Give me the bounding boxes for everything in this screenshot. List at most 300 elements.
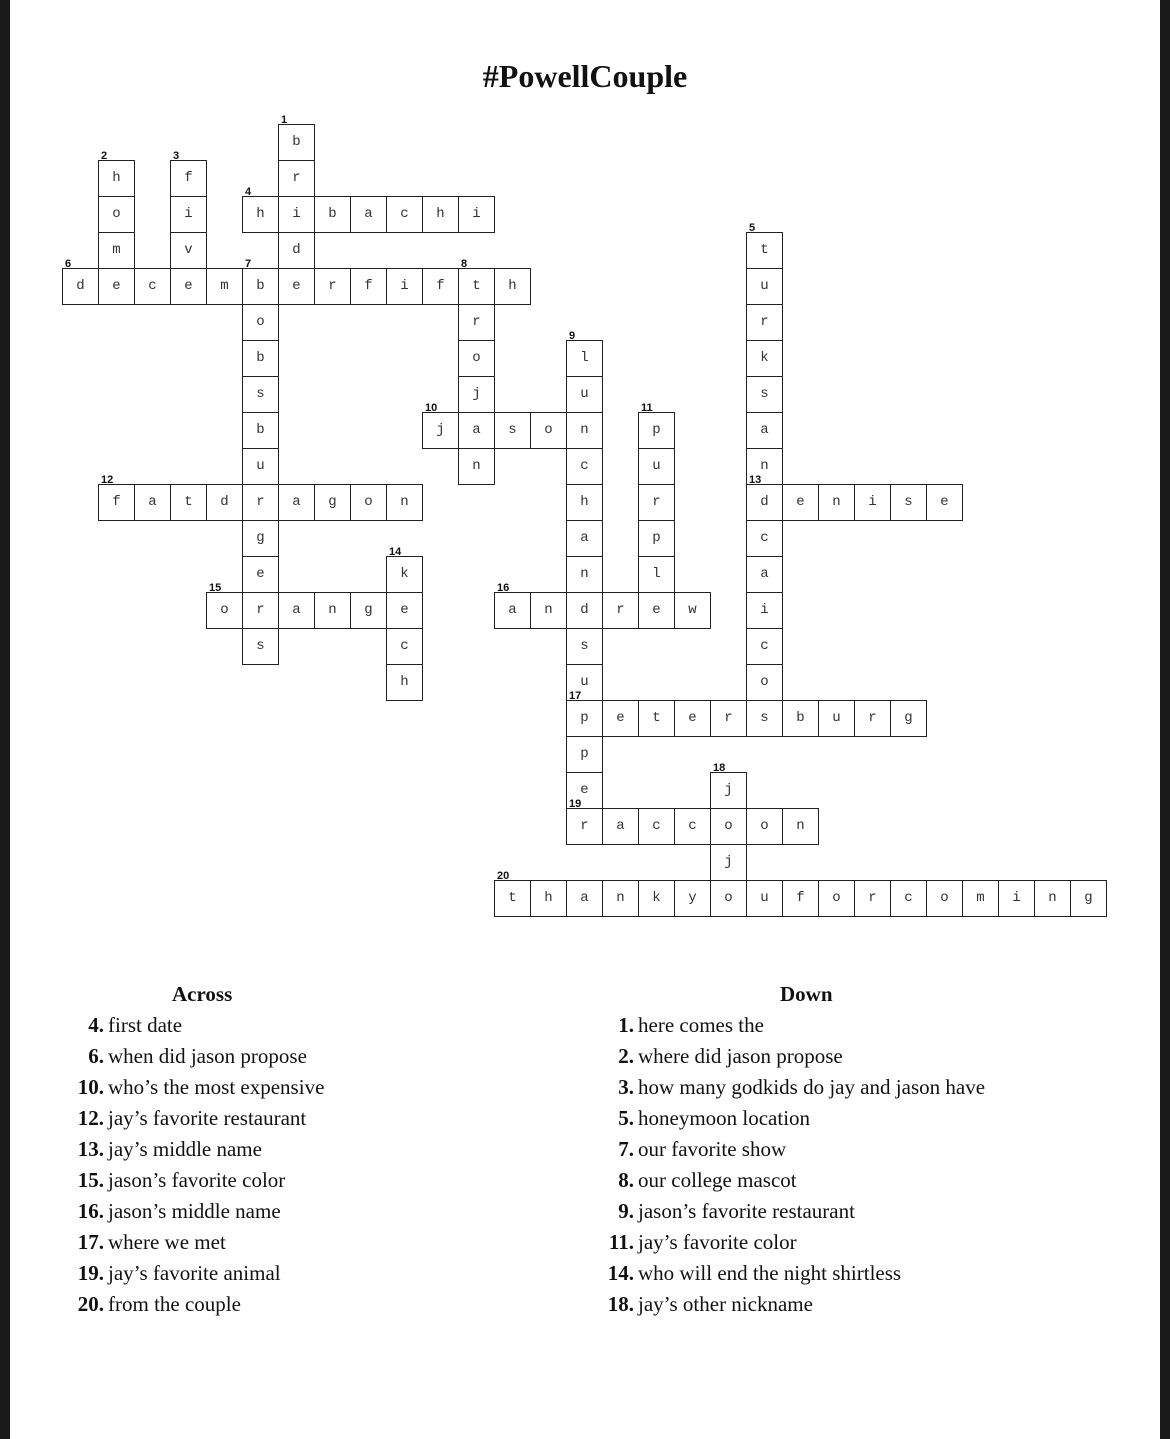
cell-letter: u [580,386,589,402]
crossword-cell[interactable] [1070,880,1107,917]
crossword-cell[interactable] [458,448,495,485]
crossword-cell[interactable] [710,880,747,917]
down-clue [590,1103,1150,1134]
crossword-cell[interactable] [386,664,423,701]
cell-letter: h [580,494,589,510]
crossword-cell[interactable] [710,808,747,845]
crossword-cell[interactable] [602,808,639,845]
crossword-cell[interactable] [242,448,279,485]
crossword-cell[interactable] [170,196,207,233]
crossword-cell[interactable] [638,808,675,845]
cell-letter: e [400,602,409,618]
crossword-cell[interactable] [710,844,747,881]
cell-letter: w [688,602,697,618]
cell-letter: e [616,710,625,726]
crossword-cell[interactable] [314,196,351,233]
cell-letter: c [760,638,769,654]
crossword-cell[interactable] [314,268,351,305]
crossword-cell[interactable] [386,484,423,521]
clue-text: jason’s favorite color [108,1168,286,1192]
across-clue [60,1258,540,1289]
cell-letter: s [508,422,517,438]
cell-letter: p [652,422,661,438]
crossword-cell[interactable] [206,484,243,521]
crossword-cell[interactable] [314,592,351,629]
clue-number: 3. [618,1075,634,1099]
cell-number: 6 [65,258,72,270]
cell-letter: n [796,818,805,834]
cell-letter: d [292,242,301,258]
crossword-cell[interactable] [566,484,603,521]
clue-text: first date [108,1013,183,1037]
cell-letter: n [1048,890,1057,906]
crossword-cell[interactable] [278,268,315,305]
crossword-cell[interactable] [206,268,243,305]
cell-letter: u [256,458,265,474]
crossword-cell[interactable] [566,592,603,629]
cell-number: 17 [569,690,582,702]
cell-letter: b [796,710,805,726]
cell-letter: n [760,458,769,474]
crossword-cell[interactable] [638,520,675,557]
crossword-cell[interactable] [926,484,963,521]
cell-letter: r [256,494,265,510]
cell-number: 13 [749,474,762,486]
cell-letter: s [760,386,769,402]
page-title: #PowellCouple [482,58,688,94]
crossword-cell[interactable] [566,330,603,377]
crossword-cell[interactable] [674,808,711,845]
clue-text: jay’s favorite animal [108,1261,281,1285]
crossword-cell[interactable] [638,880,675,917]
crossword-cell[interactable] [278,160,315,197]
crossword-cell[interactable] [566,880,603,917]
crossword-cell[interactable] [278,484,315,521]
crossword-cell[interactable] [242,556,279,593]
cell-letter: p [580,746,589,762]
crossword-cell[interactable] [998,880,1035,917]
cell-letter: c [580,458,589,474]
cell-letter: i [868,494,877,510]
cell-letter: e [796,494,805,510]
cell-number: 10 [425,402,438,414]
crossword-cell[interactable] [278,592,315,629]
cell-letter: m [112,242,121,258]
crossword-cell[interactable] [746,880,783,917]
cell-letter: c [652,818,661,834]
crossword-cell[interactable] [854,700,891,737]
cell-letter: e [652,602,661,618]
crossword-cell[interactable] [170,232,207,269]
cell-letter: u [760,890,769,906]
crossword-cell[interactable] [422,268,459,305]
crossword-cell[interactable] [314,484,351,521]
crossword-cell[interactable] [458,196,495,233]
crossword-cell[interactable] [170,150,207,197]
crossword-cell[interactable] [890,484,927,521]
across-clue [60,1227,540,1258]
crossword-cell[interactable] [566,556,603,593]
cell-letter: c [904,890,913,906]
cell-letter: a [148,494,157,510]
cell-letter: k [400,566,409,582]
down-clue [590,1196,1150,1227]
cell-number: 7 [245,258,252,270]
cell-letter: a [364,206,373,222]
clue-text: from the couple [108,1292,241,1316]
crossword-cell[interactable] [638,484,675,521]
cell-letter: i [760,602,769,618]
cell-letter: o [472,350,481,366]
crossword-cell[interactable] [530,412,567,449]
crossword-cell[interactable] [278,196,315,233]
crossword-cell[interactable] [710,762,747,809]
crossword-cell[interactable] [890,880,927,917]
cell-letter: i [1012,890,1021,906]
cell-letter: n [400,494,409,510]
clue-number: 10. [77,1075,104,1099]
cell-letter: n [832,494,841,510]
cell-letter: f [112,494,121,510]
cell-letter: t [184,494,193,510]
cell-letter: b [256,278,265,294]
cell-letter: t [760,242,769,258]
crossword-cell[interactable] [674,592,711,629]
crossword-cell[interactable] [98,196,135,233]
clue-number: 19. [77,1261,104,1285]
cell-letter: f [436,278,445,294]
crossword-cell[interactable] [386,592,423,629]
cell-letter: g [328,494,337,510]
crossword-cell[interactable] [746,340,783,377]
clue-text: here comes the [638,1013,764,1037]
cell-letter: r [472,314,481,330]
crossword-cell[interactable] [494,870,531,917]
crossword-cell[interactable] [818,700,855,737]
crossword-cell[interactable] [602,880,639,917]
crossword-cell[interactable] [962,880,999,917]
cell-letter: u [652,458,661,474]
cell-letter: t [652,710,661,726]
crossword-cell[interactable] [746,808,783,845]
cell-letter: r [580,818,589,834]
crossword-cell[interactable] [530,592,567,629]
crossword-cell[interactable] [782,484,819,521]
across-clue [60,1041,540,1072]
clue-text: when did jason propose [108,1044,307,1068]
crossword-cell[interactable] [530,880,567,917]
cell-letter: m [976,890,985,906]
down-clue [590,1289,1150,1320]
crossword-cell[interactable] [854,880,891,917]
cell-number: 4 [245,186,252,198]
crossword-cell[interactable] [170,484,207,521]
clue-number: 13. [77,1137,104,1161]
across-clue [60,1103,540,1134]
crossword-cell[interactable] [746,700,783,737]
clue-number: 17. [77,1230,104,1254]
cell-letter: h [508,278,517,294]
crossword-cell[interactable] [566,520,603,557]
cell-number: 19 [569,798,582,810]
crossword-cell[interactable] [602,700,639,737]
cell-letter: o [760,674,769,690]
crossword-cell[interactable] [458,340,495,377]
cell-letter: d [220,494,229,510]
cell-number: 5 [749,222,756,234]
crossword-cell[interactable] [458,304,495,341]
cell-letter: s [256,638,265,654]
crossword-cell[interactable] [746,304,783,341]
clue-number: 11. [608,1230,634,1254]
crossword-cell[interactable] [854,484,891,521]
cell-letter: k [760,350,769,366]
clue-number: 16. [77,1199,104,1223]
clue-number: 7. [618,1137,634,1161]
crossword-cell[interactable] [278,114,315,161]
crossword-cell[interactable] [746,592,783,629]
cell-letter: c [688,818,697,834]
cell-letter: o [940,890,949,906]
clue-number: 4. [88,1013,104,1037]
crossword-cell[interactable] [98,268,135,305]
cell-letter: y [688,890,697,906]
crossword-cell[interactable] [350,484,387,521]
crossword-cell[interactable] [566,412,603,449]
cell-letter: n [580,422,589,438]
cell-letter: h [112,170,121,186]
cell-number: 20 [497,870,510,882]
crossword-cell[interactable] [242,628,279,665]
crossword-cell[interactable] [62,258,99,305]
crossword-cell[interactable] [242,186,279,233]
crossword-cell[interactable] [422,402,459,449]
crossword-cell[interactable] [422,196,459,233]
across-clue [60,1010,540,1041]
cell-letter: j [724,782,733,798]
crossword-cell[interactable] [746,268,783,305]
clue-text: jay’s favorite restaurant [108,1106,307,1130]
crossword-cell[interactable] [818,484,855,521]
across-clue [60,1165,540,1196]
crossword-cell[interactable] [746,520,783,557]
crossword-cell[interactable] [674,700,711,737]
cell-letter: t [472,278,481,294]
crossword-cell[interactable] [746,628,783,665]
cell-number: 9 [569,330,576,342]
cell-letter: b [256,350,265,366]
crossword-cell[interactable] [746,556,783,593]
cell-letter: o [760,818,769,834]
crossword-cell[interactable] [386,628,423,665]
crossword-cell[interactable] [746,474,783,521]
clue-number: 9. [618,1199,634,1223]
cell-letter: o [220,602,229,618]
crossword-cell[interactable] [746,376,783,413]
crossword-cell[interactable] [242,412,279,449]
cell-letter: c [148,278,157,294]
cell-letter: t [508,890,517,906]
cell-letter: s [760,710,769,726]
crossword-cell[interactable] [98,150,135,197]
down-clues [590,982,1150,1320]
crossword-cell[interactable] [782,808,819,845]
crossword-cell[interactable] [710,700,747,737]
cell-letter: r [868,890,877,906]
cell-number: 15 [209,582,222,594]
crossword-cell[interactable] [98,474,135,521]
cell-letter: p [580,710,589,726]
cell-letter: a [580,530,589,546]
cell-letter: s [904,494,913,510]
crossword-cell[interactable] [638,448,675,485]
cell-letter: b [328,206,337,222]
crossword-cell[interactable] [242,484,279,521]
across-clue [60,1289,540,1320]
crossword-cell[interactable] [890,700,927,737]
crossword-cell[interactable] [566,628,603,665]
crossword-cell[interactable] [746,412,783,449]
crossword-cell[interactable] [386,196,423,233]
crossword-cell[interactable] [674,880,711,917]
clue-text: honeymoon location [638,1106,811,1130]
crossword-cell[interactable] [242,376,279,413]
crossword-cell[interactable] [566,690,603,737]
cell-number: 14 [389,546,402,558]
crossword-cell[interactable] [350,268,387,305]
crossword-cell[interactable] [746,664,783,701]
crossword-cell[interactable] [818,880,855,917]
crossword-cell[interactable] [638,556,675,593]
across-clue [60,1072,540,1103]
crossword-cell[interactable] [278,232,315,269]
cell-letter: l [652,566,661,582]
clue-number: 12. [77,1106,104,1130]
clue-text: who will end the night shirtless [638,1261,902,1285]
crossword-cell[interactable] [134,484,171,521]
crossword-cell[interactable] [746,222,783,269]
cell-letter: i [184,206,193,222]
down-clue [590,1072,1150,1103]
cell-letter: e [292,278,301,294]
crossword-cell[interactable] [458,376,495,413]
crossword-cell[interactable] [926,880,963,917]
cell-letter: h [436,206,445,222]
crossword-cell[interactable] [386,268,423,305]
crossword-cell[interactable] [350,196,387,233]
cell-number: 3 [173,150,180,162]
cell-number: 2 [101,150,108,162]
clue-text: our favorite show [638,1137,787,1161]
crossword-cell[interactable] [1034,880,1071,917]
crossword-cell[interactable] [638,592,675,629]
cell-letter: o [364,494,373,510]
across-clue [60,1196,540,1227]
crossword-cell[interactable] [242,340,279,377]
crossword-cell[interactable] [242,520,279,557]
crossword-cell[interactable] [782,700,819,737]
crossword-cell[interactable] [98,232,135,269]
cell-letter: k [652,890,661,906]
cell-letter: u [832,710,841,726]
clue-number: 6. [88,1044,104,1068]
crossword-cell[interactable] [782,880,819,917]
down-clue [590,1258,1150,1289]
crossword-cell[interactable] [602,592,639,629]
crossword-cell[interactable] [566,736,603,773]
clue-text: jay’s favorite color [638,1230,797,1254]
cell-letter: r [652,494,661,510]
cell-letter: o [544,422,553,438]
clue-text: who’s the most expensive [108,1075,325,1099]
down-clue [590,1227,1150,1258]
crossword-cell[interactable] [350,592,387,629]
cell-letter: e [184,278,193,294]
cell-letter: n [616,890,625,906]
cell-letter: p [652,530,661,546]
crossword-cell[interactable] [242,304,279,341]
across-clue-list [60,1010,540,1320]
crossword-cell[interactable] [386,546,423,593]
clue-number: 2. [618,1044,634,1068]
cell-letter: n [472,458,481,474]
down-clue [590,1165,1150,1196]
crossword-cell[interactable] [458,412,495,449]
across-clues [60,982,540,1320]
crossword-cell[interactable] [566,448,603,485]
crossword-cell[interactable] [566,798,603,845]
clue-text: jason’s middle name [108,1199,281,1223]
crossword-cell[interactable] [638,700,675,737]
clue-text: where we met [108,1230,226,1254]
crossword-cell[interactable] [494,412,531,449]
crossword-cell[interactable] [494,582,531,629]
cell-letter: e [688,710,697,726]
crossword-cell[interactable] [494,268,531,305]
crossword-cell[interactable] [458,258,495,305]
crossword-cell[interactable] [566,376,603,413]
clue-number: 5. [618,1106,634,1130]
cell-letter: e [112,278,121,294]
cell-number: 12 [101,474,114,486]
clue-number: 14. [607,1261,634,1285]
cell-letter: j [436,422,445,438]
cell-letter: g [1084,890,1093,906]
crossword-cell[interactable] [134,268,171,305]
cell-letter: b [292,134,301,150]
clue-text: jay’s other nickname [638,1292,813,1316]
crossword-cell[interactable] [242,592,279,629]
cell-letter: n [328,602,337,618]
cell-letter: h [544,890,553,906]
down-heading: Down [780,982,833,1006]
cell-letter: f [796,890,805,906]
cell-letter: r [616,602,625,618]
cell-letter: e [256,566,265,582]
crossword-cell[interactable] [638,402,675,449]
crossword-cell[interactable] [206,582,243,629]
cell-letter: e [580,782,589,798]
crossword-cell[interactable] [242,258,279,305]
down-clue [590,1134,1150,1165]
cell-letter: o [832,890,841,906]
cell-letter: g [904,710,913,726]
cell-letter: j [472,386,481,402]
crossword-cell[interactable] [170,268,207,305]
cell-letter: d [580,602,589,618]
cell-letter: i [472,206,481,222]
cell-letter: h [256,206,265,222]
